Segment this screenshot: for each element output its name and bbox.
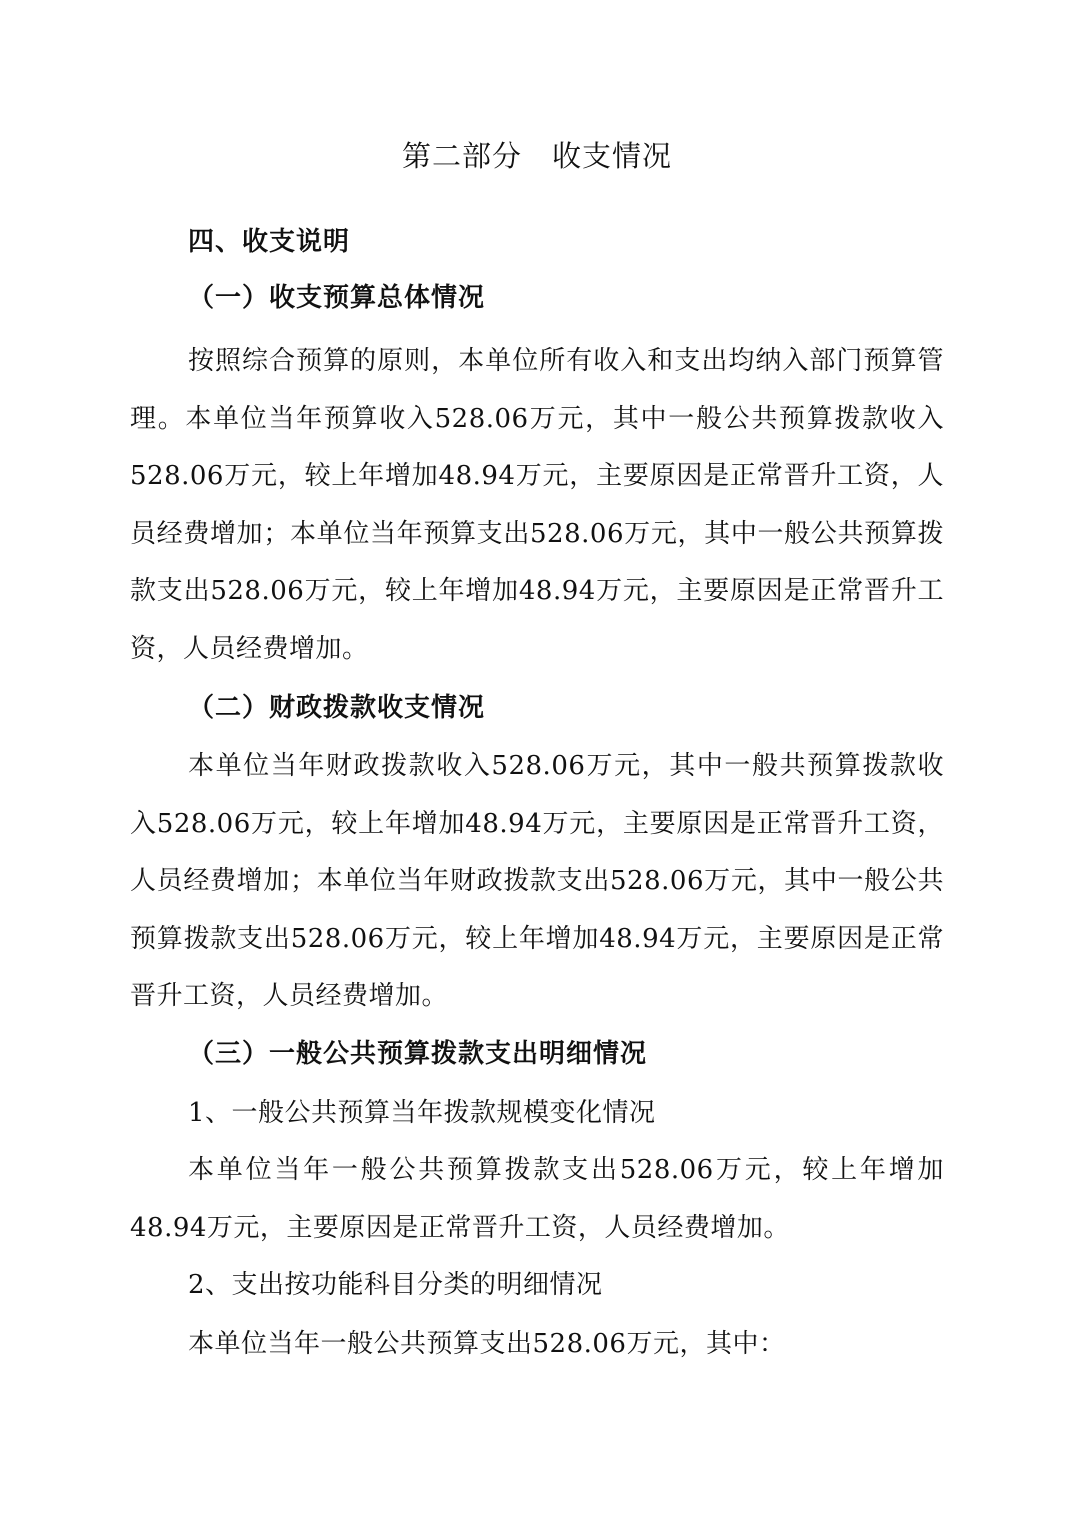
page-title: 第二部分 收支情况 (401, 139, 672, 173)
subsection-heading-2: （二）财政拨款收支情况 (188, 693, 486, 723)
item-1-paragraph: 本单位当年一般公共预算拨款支出528.06万元，较上年增加48.94万元，主要原因是正常晋升工资，人员经费增加。 (130, 1155, 944, 1243)
subsection-heading-3: （三）一般公共预算拨款支出明细情况 (188, 1039, 648, 1069)
item-1-label: 1、一般公共预算当年拨款规模变化情况 (188, 1098, 656, 1128)
subsection-2-paragraph: 本单位当年财政拨款收入528.06万元，其中一般共预算拨款收入528.06万元，较上年增加48.94万元，主要原因是正常晋升工资，人员经费增加；本单位当年财政拨款支出528.06万元，其中一般公共预算拨款支出528.06万元，较上年增加48.94万元，主要原因是正常晋升工资，人员经费增加。 (130, 751, 944, 1012)
item-2-label: 2、支出按功能科目分类的明细情况 (188, 1270, 603, 1300)
item-2-paragraph: 本单位当年一般公共预算支出528.06万元，其中： (188, 1329, 786, 1359)
subsection-heading-1: （一）收支预算总体情况 (188, 283, 486, 313)
section-heading: 四、收支说明 (188, 227, 351, 257)
subsection-1-paragraph: 按照综合预算的原则，本单位所有收入和支出均纳入部门预算管理。本单位当年预算收入528.06万元，其中一般公共预算拨款收入528.06万元，较上年增加48.94万元，主要原因是正常晋升工资，人员经费增加；本单位当年预算支出528.06万元，其中一般公共预算拨款支出528.06万元，较上年增加48.94万元，主要原因是正常晋升工资，人员经费增加。 (130, 346, 944, 664)
